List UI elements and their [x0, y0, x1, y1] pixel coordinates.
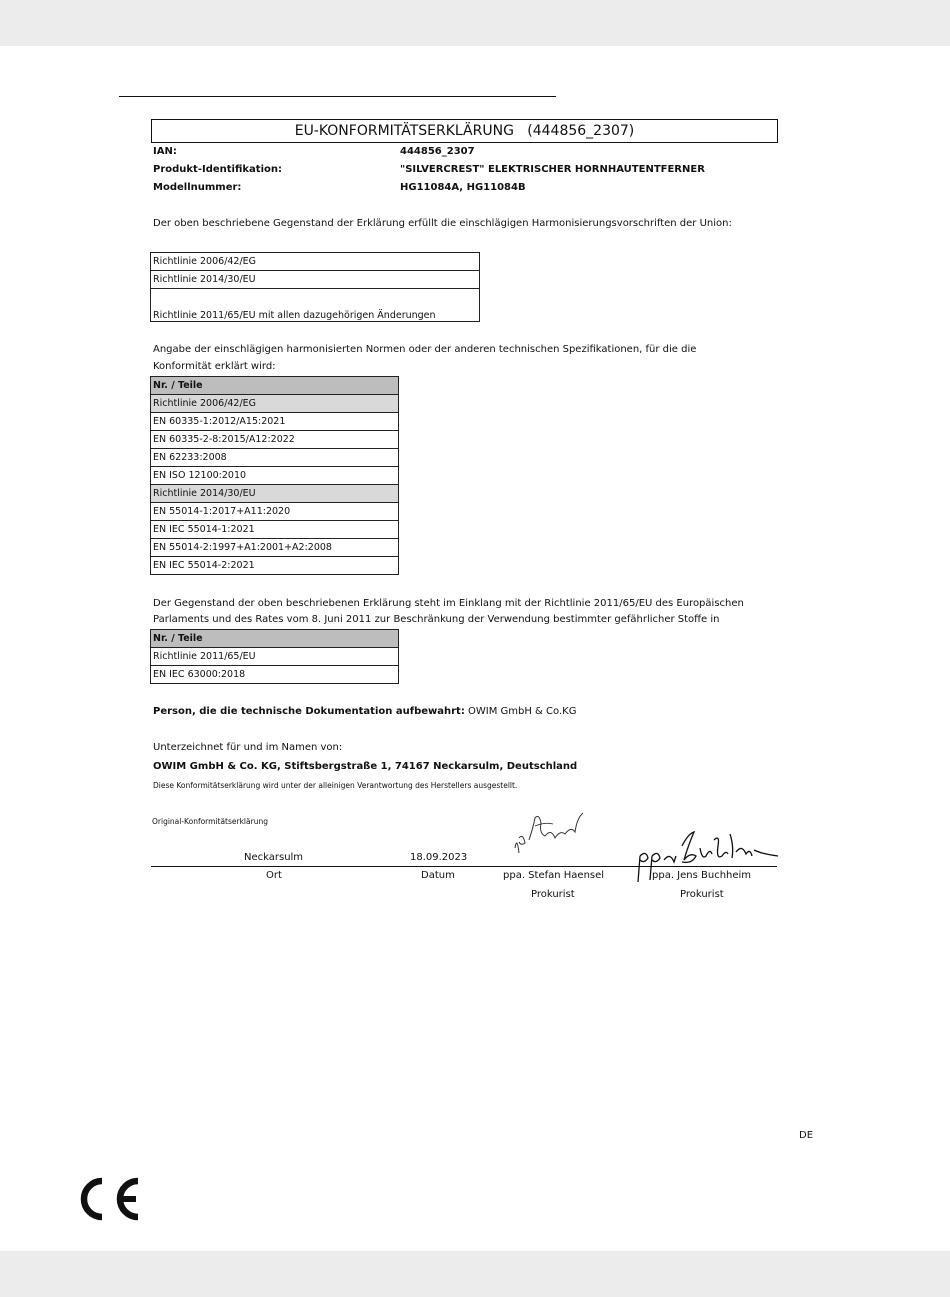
standard-cell: EN 60335-1:2012/A15:2021	[151, 413, 399, 431]
table-row	[151, 431, 399, 449]
signer1-role: Prokurist	[531, 889, 575, 900]
product-label: Produkt-Identifikation:	[153, 164, 282, 175]
language-code: DE	[799, 1130, 814, 1141]
table-header-row	[151, 377, 399, 395]
table-row	[151, 395, 399, 413]
statement-rohs-1: Der Gegenstand der oben beschriebenen Erklärung steht im Einklang mit der Richtlinie 2011/65/EU des Europäischen	[153, 598, 744, 609]
rohs-cell: Richtlinie 2011/65/EU	[151, 648, 399, 666]
table-row	[151, 666, 399, 684]
signature-haensel	[505, 808, 595, 863]
directives-table	[150, 252, 480, 322]
ce-mark-icon	[72, 1175, 142, 1223]
product-value: "SILVERCREST" ELEKTRISCHER HORNHAUTENTFERNER	[400, 164, 705, 175]
signed-for: Unterzeichnet für und im Namen von:	[153, 742, 343, 753]
table-header-row	[151, 630, 399, 648]
standard-cell: EN 55014-1:2017+A11:2020	[151, 503, 399, 521]
model-value: HG11084A, HG11084B	[400, 182, 526, 193]
table-row	[151, 467, 399, 485]
statement-standards-1: Angabe der einschlägigen harmonisierten Normen oder der anderen technischen Spezifikationen, für die die	[153, 344, 697, 355]
table-row	[151, 648, 399, 666]
document-title-text: EU-KONFORMITÄTSERKLÄRUNG (444856_2307)	[294, 123, 635, 139]
standard-cell: EN 55014-2:1997+A1:2001+A2:2008	[151, 539, 399, 557]
directive-cell: Richtlinie 2014/30/EU	[151, 271, 480, 289]
company-address: OWIM GmbH & Co. KG, Stiftsbergstraße 1, 74167 Neckarsulm, Deutschland	[153, 761, 578, 772]
standard-cell: Richtlinie 2006/42/EG	[151, 395, 399, 413]
statement-rohs-2: Parlaments und des Rates vom 8. Juni 2011 zur Beschränkung der Verwendung bestimmter gefährlicher Stoffe in	[153, 614, 720, 625]
statement-standards-2: Konformität erklärt wird:	[153, 361, 276, 372]
table-row	[151, 449, 399, 467]
bottom-band	[0, 1251, 950, 1297]
table-row	[151, 557, 399, 575]
table-row	[151, 539, 399, 557]
table-row	[151, 485, 399, 503]
standard-cell: EN IEC 55014-2:2021	[151, 557, 399, 575]
place-value: Neckarsulm	[244, 852, 304, 863]
top-band	[0, 0, 950, 46]
statement-harmonisation: Der oben beschriebene Gegenstand der Erklärung erfüllt die einschlägigen Harmonisierungsvorschriften der Union:	[153, 218, 732, 229]
table-row	[151, 271, 480, 289]
standards-table	[150, 376, 399, 575]
table-row	[151, 503, 399, 521]
directive-cell: Richtlinie 2011/65/EU mit allen dazugehörigen Änderungen	[151, 289, 480, 322]
model-label: Modellnummer:	[153, 182, 242, 193]
table-row	[151, 289, 480, 322]
standard-cell: EN 62233:2008	[151, 449, 399, 467]
tech-doc-line	[153, 706, 576, 717]
signer1-name: ppa. Stefan Haensel	[503, 870, 605, 881]
responsibility-note: Diese Konformitätserklärung wird unter der alleinigen Verantwortung des Herstellers ausgestellt.	[153, 781, 518, 790]
standard-cell: EN ISO 12100:2010	[151, 467, 399, 485]
directive-cell: Richtlinie 2006/42/EG	[151, 253, 480, 271]
original-note: Original-Konformitätserklärung	[152, 817, 268, 826]
tech-doc-value: OWIM GmbH & Co.KG	[464, 706, 577, 717]
signer2-role: Prokurist	[680, 889, 724, 900]
header-rule	[119, 96, 556, 97]
signer2-name: ppa. Jens Buchheim	[652, 870, 752, 881]
table-header: Nr. / Teile	[151, 630, 399, 648]
ian-value: 444856_2307	[400, 146, 475, 157]
standard-cell: EN 60335-2-8:2015/A12:2022	[151, 431, 399, 449]
table-row	[151, 413, 399, 431]
standard-cell: EN IEC 55014-1:2021	[151, 521, 399, 539]
place-label: Ort	[266, 870, 282, 881]
rohs-cell: EN IEC 63000:2018	[151, 666, 399, 684]
rohs-table	[150, 629, 399, 684]
table-row	[151, 521, 399, 539]
date-value: 18.09.2023	[410, 852, 468, 863]
table-row	[151, 253, 480, 271]
standard-cell: Richtlinie 2014/30/EU	[151, 485, 399, 503]
ian-label: IAN:	[153, 146, 177, 157]
document-title	[151, 119, 778, 143]
tech-doc-label: Person, die die technische Dokumentation aufbewahrt:	[153, 706, 465, 717]
table-header: Nr. / Teile	[151, 377, 399, 395]
date-label: Datum	[421, 870, 455, 881]
signature-rule	[151, 866, 777, 867]
